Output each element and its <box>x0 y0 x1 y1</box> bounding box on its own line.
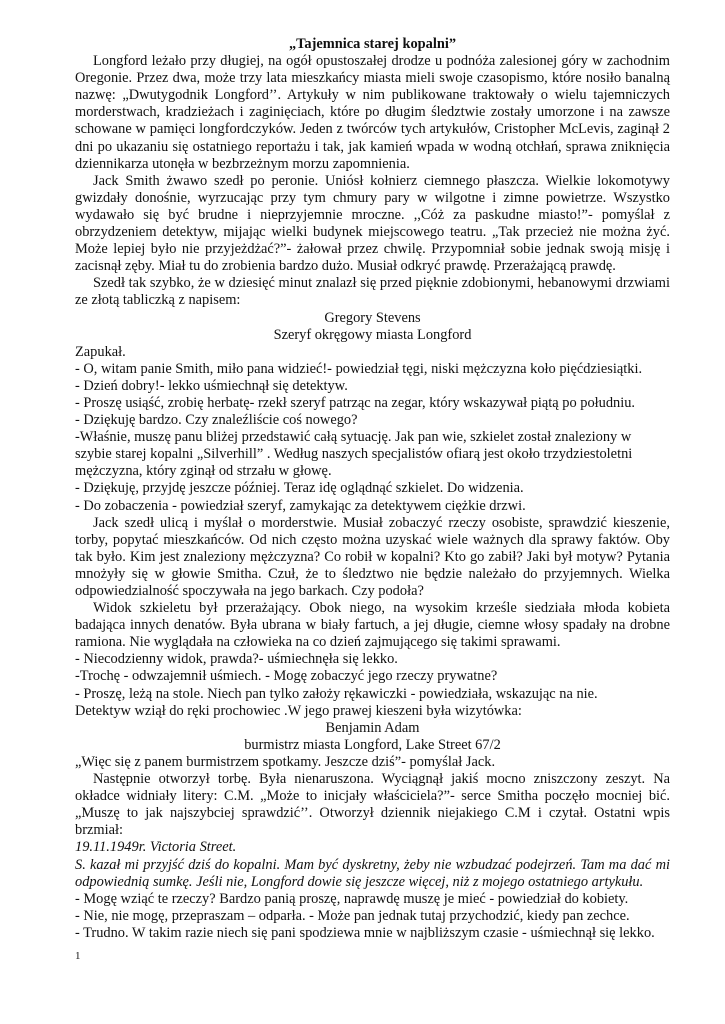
dialog-line: - Do zobaczenia - powiedział szeryf, zamykając za detektywem ciężkie drzwi. <box>75 497 526 514</box>
dialog-line: - Dziękuję, przyjdę jeszcze później. Teraz idę oglądnąć szkielet. Do widzenia. <box>75 480 524 497</box>
plaque-name: Gregory Stevens <box>324 309 421 326</box>
diary-entry: S. kazał mi przyjść dziś do kopalni. Mam być dyskretny, żeby nie wzbudzać podejrzeń. Tam ma dać mi odpowiednią sumkę. Jeśli nie, Longford dowie się jeszcze więcej, niż z mojego ostatniego artykułu. <box>75 856 670 890</box>
dialog-line: -Właśnie, muszę panu bliżej przedstawić całą sytuację. Jak pan wie, szkielet został znaleziony w szybie starej kopalni „Silverhill” . Według naszych specjalistów ofiarą jest około trzydziestoletni mężczyzna, który zginął od strzału w głowę. <box>75 429 633 480</box>
dialog-line: - Nie, nie mogę, przepraszam – odparła. - Może pan jednak tutaj przychodzić, kiedy pan zechce. <box>75 907 630 924</box>
card-name: Benjamin Adam <box>325 719 420 736</box>
dialog-line: - Proszę usiąść, zrobię herbatę- rzekł szeryf patrząc na zegar, który wskazywał piątą po południu. <box>75 394 636 411</box>
paragraph-station: Jack Smith żwawo szedł po peronie. Uniósł kołnierz ciemnego płaszcza. Wielkie lokomotywy gwizdały donośnie, wyrzucając przy tym chmury pary w wilgotne i zimne powietrze. Wszystko wydawało się być brudne i nieprzyjemnie mroczne. ,,Cóż za paskudne miasto!”- pomyślał z obrzydzeniem detektyw, mijając wielki budynek miejscowego teatru. „Tak przecież nie można żyć. Może lepiej było nie przyjeżdżać?”- żałował przez chwilę. Przypomniał sobie jednak swoją misję i zacisnął zęby. Miał tu do zrobienia bardzo dużo. Musiał odkryć prawdę. Przerażającą prawdę. <box>75 172 670 275</box>
paragraph-skeleton: Widok szkieletu był przerażający. Obok niego, na wysokim krześle siedziała młoda kobieta badająca innych denatów. Była ubrana w biały fartuch, a jej długie, ciemne włosy spadały na drobne ramiona. Nie wyglądała na człowieka na co dzień zajmującego się takimi sprawami. <box>75 600 670 651</box>
document-page <box>75 36 670 942</box>
dialog-line: - Dzień dobry!- lekko uśmiechnął się detektyw. <box>75 377 348 394</box>
dialog-line: - Trudno. W takim razie niech się pani spodziewa mnie w najbliższym czasie - uśmiechnął się lekko. <box>75 924 655 941</box>
card-address: burmistrz miasta Longford, Lake Street 67/2 <box>244 736 501 753</box>
dialog-line: Detektyw wziął do ręki prochowiec .W jego prawej kieszeni była wizytówka: <box>75 702 522 719</box>
paragraph-thoughts: Jack szedł ulicą i myślał o morderstwie. Musiał zobaczyć rzeczy osobiste, sprawdzić kieszenie, torby, popytać mieszkańców. Od nich często można uzyskać wiele ważnych dla sprawy faktów. Oby tak było. Kim jest znaleziony mężczyzna? Co robił w kopalni? Kto go zabił? Jaki był motyw? Pytania mnożyły się w głowie Smitha. Czuł, że to śledztwo nie będzie należało do przyjemnych. Wielka odpowiedzialność spoczywała na jego barkach. Czy podoła? <box>75 514 670 599</box>
diary-date: 19.11.1949r. Victoria Street. <box>75 839 237 856</box>
paragraph-intro: Longford leżało przy długiej, na ogół opustoszałej drodze u podnóża zalesionej góry w zachodnim Oregonie. Przez dwa, może trzy lata mieszkańcy miasta mieli swoje czasopismo, które nosiło banalną nazwę: „Dwutygodnik Longford’’. Artykuły w nim publikowane traktowały o wielu tajemniczych morderstwach, kradzieżach i zaginięciach, które po długim śledztwie zostały umorzone i na zawsze schowane w pamięci longfordczyków. Jeden z twórców tych artykułów, Cristopher McLevis, zaginął 2 dni po ukazaniu się ostatniego reportażu i tak, jak kamień wpada w wodną otchłań, sprawa zniknięcia dziennikarza utonęła w bezbrzeżnym morzu zapomnienia. <box>75 53 670 172</box>
dialog-line: - Mogę wziąć te rzeczy? Bardzo panią proszę, naprawdę muszę je mieć - powiedział do kobiety. <box>75 890 629 907</box>
paragraph-notebook: Następnie otworzył torbę. Była nienaruszona. Wyciągnął jakiś mocno zniszczony zeszyt. Na okładce widniały litery: C.M. „Może to inicjały właściciela?”- serce Smitha poczęło mocniej bić. „Muszę to jak najszybciej sprawdzić’’. Otworzył dziennik niejakiego C.M i czytał. Ostatni wpis brzmiał: <box>75 771 670 839</box>
story-title: „Tajemnica starej kopalni” <box>288 36 457 52</box>
plaque-title: Szeryf okręgowy miasta Longford <box>273 326 472 343</box>
dialog-line: - Dziękuję bardzo. Czy znaleźliście coś nowego? <box>75 412 358 429</box>
dialog-line: - Niecodzienny widok, prawda?- uśmiechnęła się lekko. <box>75 651 398 668</box>
dialog-line: - O, witam panie Smith, miło pana widzieć!- powiedział tęgi, niski mężczyzna koło pięćdziesiątki. <box>75 360 643 377</box>
dialog-line: Zapukał. <box>75 343 126 360</box>
paragraph-door: Szedł tak szybko, że w dziesięć minut znalazł się przed pięknie zdobionymi, hebanowymi drzwiami ze złotą tabliczką z napisem: <box>75 275 670 309</box>
page-number: 1 <box>75 950 81 962</box>
dialog-line: - Proszę, leżą na stole. Niech pan tylko założy rękawiczki - powiedziała, wskazując na nie. <box>75 685 598 702</box>
thought-line: „Więc się z panem burmistrzem spotkamy. Jeszcze dziś”- pomyślał Jack. <box>75 753 496 770</box>
dialog-line: -Trochę - odwzajemnił uśmiech. - Mogę zobaczyć jego rzeczy prywatne? <box>75 668 498 685</box>
